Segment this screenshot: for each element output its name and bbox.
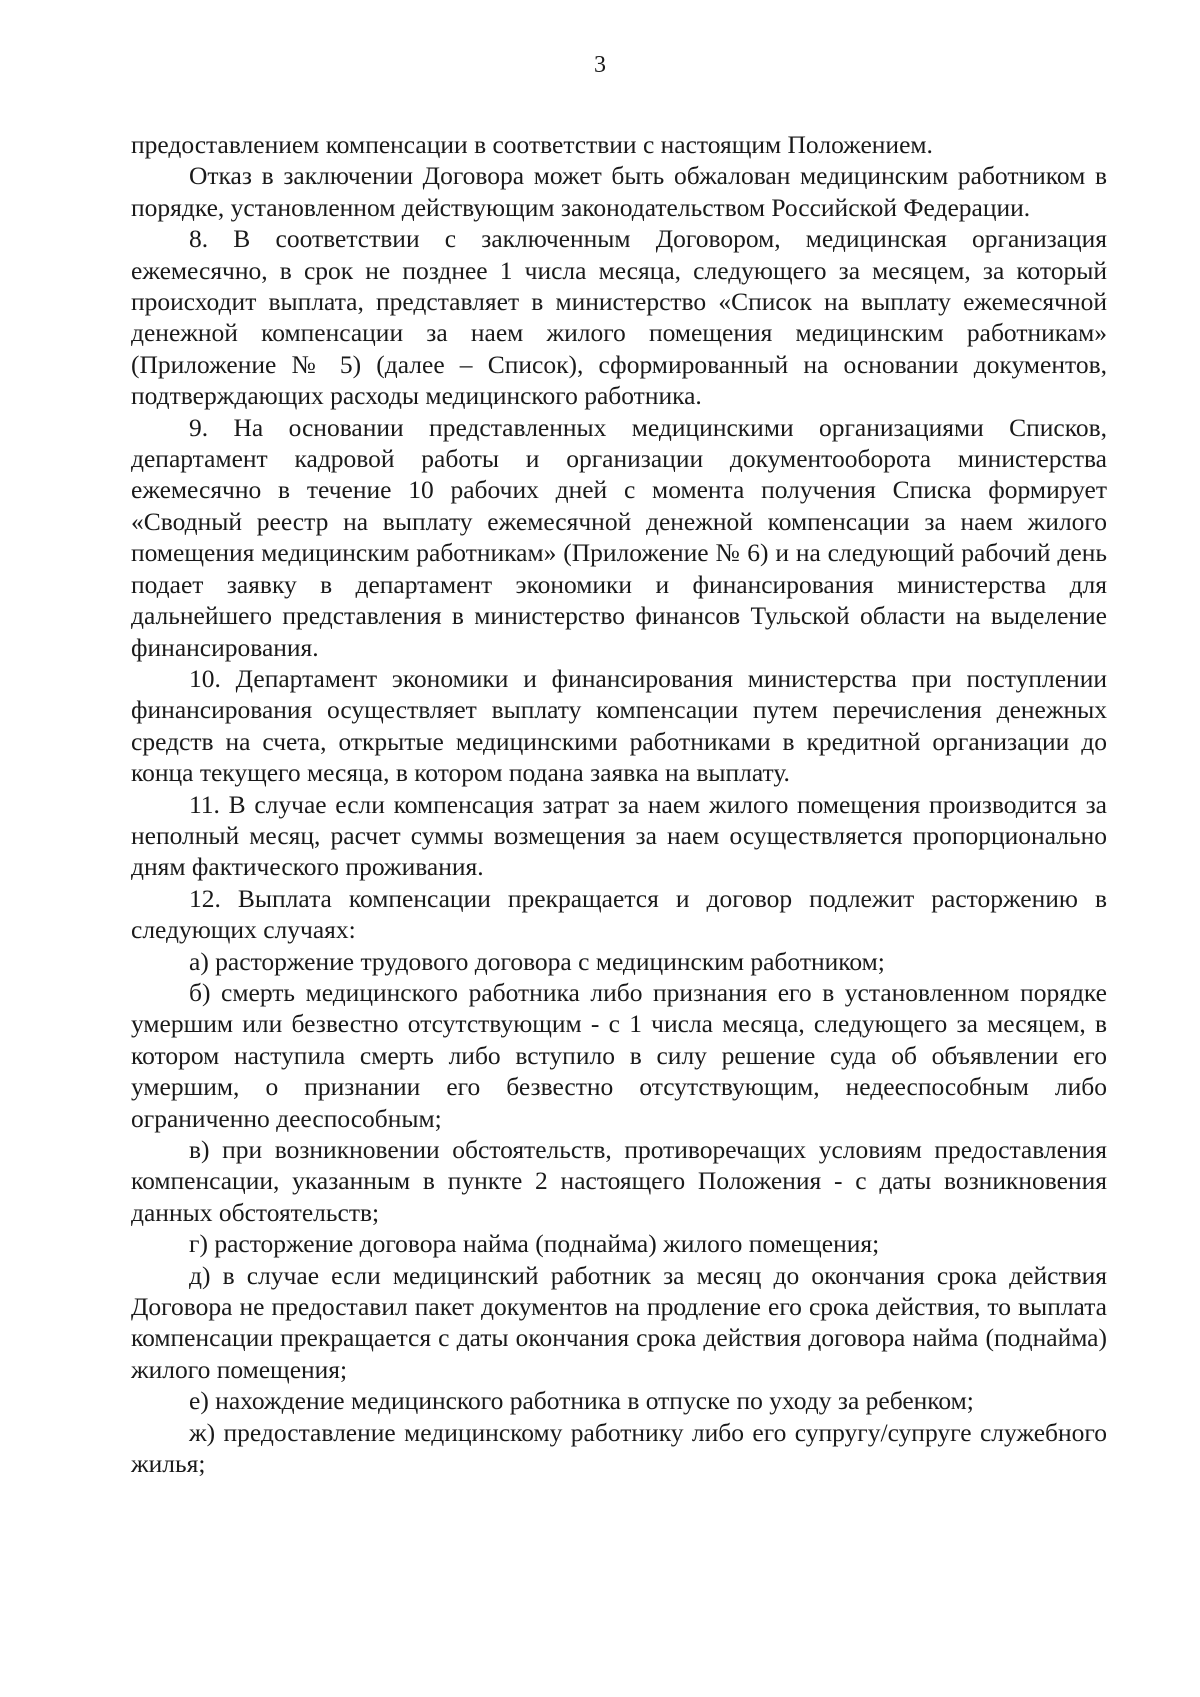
- subitem-v: в) при возникновении обстоятельств, противоречащих условиям предоставления компенсации, указанным в пункте 2 настоящего Положения - с даты возникновения данных обстоятельств;: [131, 1135, 1107, 1227]
- paragraph-refusal-appeal: Отказ в заключении Договора может быть обжалован медицинским работником в порядке, установленном действующим законодательством Российской Федерации.: [131, 161, 1107, 222]
- paragraph-item-11: 11. В случае если компенсация затрат за наем жилого помещения производится за неполный месяц, расчет суммы возмещения за наем осуществляется пропорционально дням фактического проживания.: [131, 789, 1107, 882]
- paragraph-item-12: 12. Выплата компенсации прекращается и договор подлежит расторжению в следующих случаях:: [131, 883, 1107, 945]
- paragraph-item-8: 8. В соответствии с заключенным Договором, медицинская организация ежемесячно, в срок не позднее 1 числа месяца, следующего за месяцем, за который происходит выплата, представляет в министерство «Список на выплату ежемесячной денежной компенсации за наем жилого помещения медицинским работникам» (Приложение № 5) (далее – Список), сформированный на основании документов, подтверждающих расходы медицинского работника.: [131, 224, 1107, 411]
- page-number: 3: [594, 52, 606, 78]
- subitem-e: е) нахождение медицинского работника в отпуске по уходу за ребенком;: [189, 1386, 974, 1416]
- subitem-g: г) расторжение договора найма (поднайма) жилого помещения;: [189, 1229, 880, 1259]
- paragraph-item-10: 10. Департамент экономики и финансирования министерства при поступлении финансирования осуществляет выплату компенсации путем перечисления денежных средств на счета, открытые медицинскими работниками в кредитной организации до конца текущего месяца, в котором подана заявка на выплату.: [131, 663, 1107, 788]
- subitem-zh: ж) предоставление медицинскому работнику либо его супругу/супруге служебного жилья;: [131, 1417, 1107, 1479]
- subitem-d: д) в случае если медицинский работник за месяц до окончания срока действия Договора не предоставил пакет документов на продление его срока действия, то выплата компенсации прекращается с даты окончания срока действия договора найма (поднайма) жилого помещения;: [131, 1260, 1107, 1384]
- subitem-b: б) смерть медицинского работника либо признания его в установленном порядке умершим или безвестно отсутствующим - с 1 числа месяца, следующего за месяцем, в котором наступила смерть либо вступило в силу решение суда об объявлении его умершим, о признании его безвестно отсутствующим, недееспособным либо ограниченно дееспособным;: [131, 977, 1107, 1133]
- paragraph-item-9: 9. На основании представленных медицинскими организациями Списков, департамент кадровой работы и организации документооборота министерства ежемесячно в течение 10 рабочих дней с момента получения Списка формирует «Сводный реестр на выплату ежемесячной денежной компенсации за наем жилого помещения медицинским работникам» (Приложение № 6) и на следующий рабочий день подает заявку в департамент экономики и финансирования министерства для дальнейшего представления в министерство финансов Тульской области на выделение финансирования.: [131, 412, 1107, 662]
- document-body: [131, 129, 1107, 1479]
- paragraph-continuation: предоставлением компенсации в соответствии с настоящим Положением.: [131, 130, 933, 159]
- subitem-a: а) расторжение трудового договора с медицинским работником;: [189, 946, 885, 976]
